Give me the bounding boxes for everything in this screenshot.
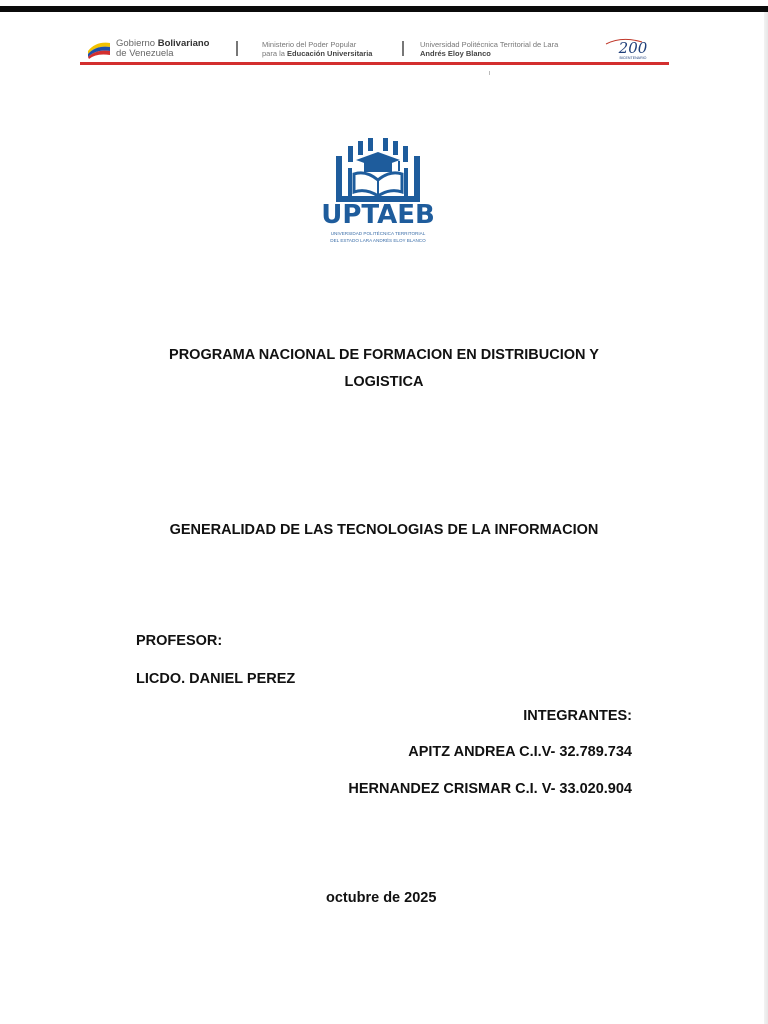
professor-label: PROFESOR: (136, 633, 223, 649)
subject-title: GENERALIDAD DE LAS TECNOLOGIAS DE LA INFORMACION (169, 522, 599, 538)
logo-wordmark: UPTAEB (321, 200, 435, 230)
university-logo (316, 138, 440, 248)
page-edge (764, 12, 768, 1024)
banner-divider (402, 41, 404, 56)
university-label: Universidad Politécnica Territorial de Lara Andrés Eloy Blanco (420, 40, 559, 58)
svg-text:BICENTENARIO: BICENTENARIO (619, 56, 647, 60)
program-title-line1: PROGRAMA NACIONAL DE FORMACION EN DISTRIBUCION Y (169, 347, 599, 363)
venezuela-flag-icon (86, 39, 112, 59)
banner-divider (236, 41, 238, 56)
document-date: octubre de 2025 (326, 890, 437, 906)
ministry-label: Ministerio del Poder Popular para la Educación Universitaria (262, 40, 373, 58)
professor-name: LICDO. DANIEL PEREZ (136, 671, 296, 687)
program-title-line2: LOGISTICA (344, 374, 424, 390)
stray-mark (489, 71, 490, 75)
members-label: INTEGRANTES: (523, 708, 632, 724)
header-banner (80, 35, 669, 65)
government-label: Gobierno Bolivariano de Venezuela (116, 38, 210, 59)
member-item: APITZ ANDREA C.I.V- 32.789.734 (408, 744, 632, 760)
logo-subtitle-line1: UNIVERSIDAD POLITÉCNICA TERRITORIAL (330, 231, 426, 236)
university-building-icon (330, 138, 426, 204)
logo-subtitle-line2: DEL ESTADO LARA ANDRÉS ELOY BLANCO (330, 238, 426, 243)
svg-text:200: 200 (618, 39, 648, 57)
top-border (0, 6, 768, 12)
bicentenario-logo (602, 36, 664, 60)
member-item: HERNANDEZ CRISMAR C.I. V- 33.020.904 (348, 781, 632, 797)
